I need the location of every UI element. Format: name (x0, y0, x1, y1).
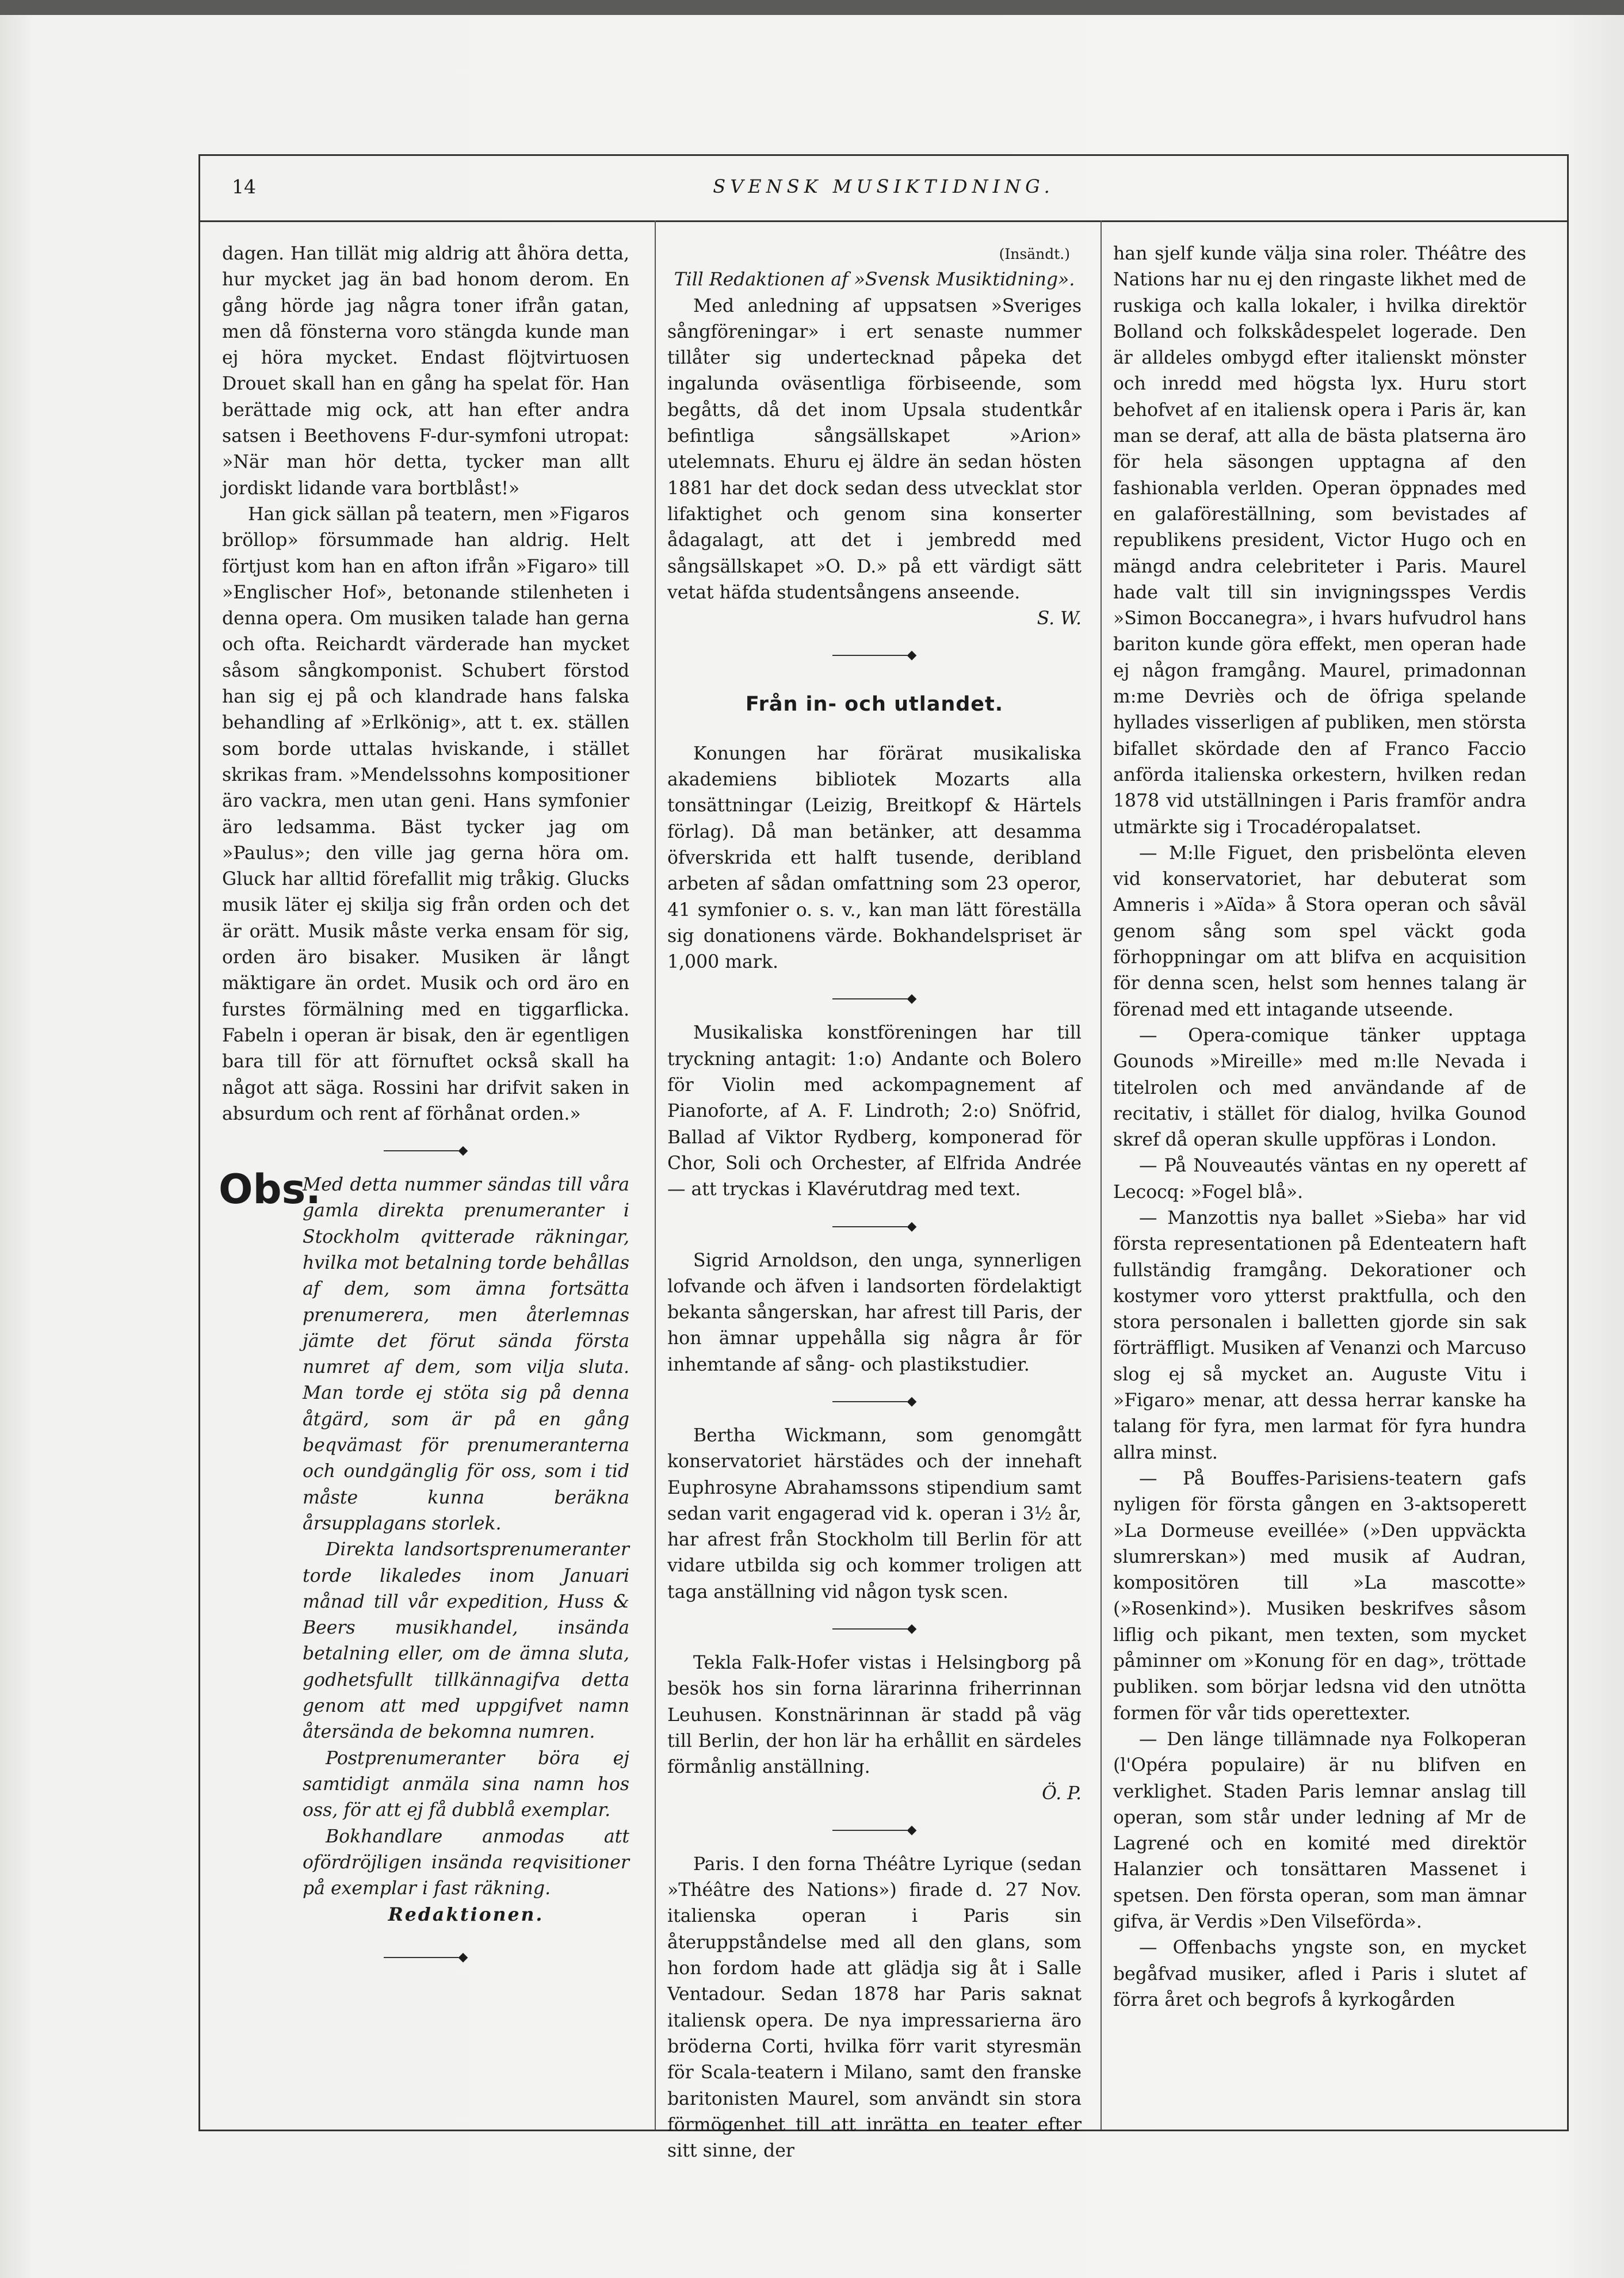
article-paragraph: Han gick sällan på teatern, men »Figaros bröllop» försummade han aldrig. Helt förtjust kom han en afton ifrån »Figaro» till »Englischer Hof», betonande stilenheten i denna opera. Om musiken talade han gerna och ofta. Reichardt värderade han mycket såsom sångkomponist. Schubert förstod han sig ej på och klandrade hans falska behandling af »Erlkönig», att t. ex. ställen som borde uttalas hviskande, i stället skrikas fram. »Mendelssohns kompositioner äro vackra, men utan geni. Hans symfonier äro ledsamma. Bäst tycker jag om »Paulus»; den ville jag gerna höra om. Gluck har alltid förefallit mig tråkig. Glucks musik läter ej skilja sig från orden och det är orätt. Musik måste verka ensam för sig, orden äro bisaker. Musiken är långt mäktigare än ordet. Musik och ord äro en furstes förmälning med en tiggarflicka. Fabeln i operan är bisak, den är egentligen bara till för att förnuftet också skall ha något att säga. Rossini har drifvit saken in absurdum och rent af förhånat orden.» (222, 503, 629, 1124)
news-item: — På Bouffes-Parisiens-teatern gafs nyligen för första gången en 3-aktsoperett »La Dormeuse eveillée» (»Den uppväckta slumrerskan») med musik af Audran, kompositören till »La mascotte» (»Rosenkind»). Musiken beskrifves såsom liflig och pikant, men texten, som mycket påminner om »Konung för en dag», tröttade publiken. som börjar ledsna vid den utnötta formen för vår tids operettexter. (1113, 1468, 1526, 1724)
separator-ornament: ◆ (222, 1951, 629, 1964)
notice-box (219, 1166, 629, 1928)
submitted-note: (Insändt.) (999, 246, 1070, 262)
running-title: SVENSK MUSIKTIDNING. (713, 175, 1054, 197)
column-right (1113, 241, 1526, 2013)
news-item: Bertha Wickmann, som genomgått konservatoriet härstädes och der innehaft Euphrosyne Abrahamssons stipendium samt sedan varit engagerad vid k. operan i 3½ år, har afrest från Stockholm till Berlin för att vidare utbilda sig och kommer troligen att taga anställning vid någon tysk scen. (667, 1425, 1082, 1602)
separator-ornament: ◆ (667, 649, 1082, 662)
news-item: — På Nouveautés väntas en ny operett af Lecocq: »Fogel blå». (1113, 1155, 1526, 1203)
news-item: — M:lle Figuet, den prisbelönta eleven vid konservatoriet, har debuterat som Amneris i »Aïda» å Stora operan och såväl genom sång som spel väckt goda förhoppningar om att blifva en acquisition för denna scen, helst som hennes talang är förenad med ett intagande utseende. (1113, 842, 1526, 1020)
news-item: — Den länge tillämnade nya Folkoperan (l'Opéra populaire) är nu blifven en verklighet. Staden Paris lemnar anslag till operan, som står under ledning af Mr de Lagrené och en komité med direktör Halanzier och tonsättaren Massenet i spetsen. Den första operan, som man ämnar gifva, är Verdis »Den Vilseförda». (1113, 1728, 1526, 1932)
notice-signature: Redaktionen. (388, 1904, 544, 1926)
separator-ornament: ◆ (222, 1144, 629, 1157)
news-item: Konungen har förärat musikaliska akademiens bibliotek Mozarts alla tonsättningar (Leizig, Breitkopf & Härtels förlag). Då man betänker, att desamma öfverskrida ett halft tusende, deribland arbeten af sådan omfattning som 23 operor, 41 symfonier o. s. v., kan man lätt föreställa sig donationens värde. Bokhandelspriset är 1,000 mark. (667, 743, 1082, 973)
news-item: Tekla Falk-Hofer vistas i Helsingborg på besök hos sin forna lärarinna friherrinnan Leuhusen. Konstnärinnan är stadd på väg till Berlin, der hon lär ha erhållit en särdeles förmånlig anställning. (667, 1653, 1082, 1778)
section-heading: Från in- och utlandet. (745, 693, 1004, 716)
news-item: Musikaliska konstföreningen har till tryckning antagit: 1:o) Andante och Bolero för Violin med ackompagnement af Pianoforte, af A. F. Lindroth; 2:o) Snöfrid, Ballad af Viktor Rydberg, komponerad för Chor, Soli och Orchester, af Elfrida Andrée — att tryckas i Klavérutdrag med text. (667, 1022, 1082, 1200)
separator-ornament: ◆ (667, 993, 1082, 1005)
notice-paragraph: Bokhandlare anmodas att ofördröjligen insända reqvisitioner på exemplar i fast räkning. (303, 1826, 629, 1899)
notice-label: Obs. (219, 1166, 321, 1214)
column-middle (667, 241, 1082, 2164)
separator-ornament: ◆ (667, 1220, 1082, 1233)
news-item: — Offenbachs yngste son, en mycket begåfvad musiker, afled i Paris i slutet af förra året och begrofs å kyrkogården (1113, 1937, 1526, 2010)
column-divider (1101, 220, 1102, 2130)
notice-text (303, 1172, 629, 1928)
separator-ornament: ◆ (667, 1395, 1082, 1408)
news-item: — Manzottis nya ballet »Sieba» har vid första representationen på Edenteatern haft fullständig framgång. Dekorationer och kostymer voro ytterst praktfulla, och den stora personalen i balletten gjorde sin sak förträffligt. Musiken af Venanzi och Marcuso slog ej så mycket an. Auguste Vitu i »Figaro» menar, att dessa herrar kanske ha talang för fyra, men larmat för fyra hundra allra minst. (1113, 1207, 1526, 1463)
notice-paragraph: Direkta landsortsprenumeranter torde likaledes inom Januari månad till vår expedition, Huss & Beers musikhandel, insända betalning eller, om de ämna sluta, godhetsfullt tillkännagifva detta genom att med uppgifvet namn återsända de bekomna numren. (303, 1539, 629, 1743)
letter-body: Med anledning af uppsatsen »Sveriges sångföreningar» i ert senaste nummer tillåter sig undertecknad påpeka det ingalunda oväsentliga förbiseende, som begåtts, då det inom Upsala studentkår befintliga sångsällskapet »Arion» utelemnats. Ehuru ej äldre än sedan hösten 1881 har det dock sedan dess utvecklat stor lifaktighet och genom sina konserter ådagalagt, att det i jembredd med sångsällskapet »O. D.» på ett värdigt sätt vetat häfda studentsångens anseende. (667, 295, 1082, 603)
page-frame (198, 154, 1569, 2162)
page-header (200, 156, 1567, 222)
news-item: — Opera-comique tänker upptaga Gounods »Mireille» med m:lle Nevada i titelrolen och med användande af de recitativ, i stället för dialog, hvilka Gounod skref då operan skulle uppföras i London. (1113, 1025, 1526, 1151)
separator-ornament: ◆ (667, 1824, 1082, 1837)
news-item: Sigrid Arnoldson, den unga, synnerligen lofvande och äfven i landsorten fördelaktigt bekanta sångerskan, har afrest till Paris, der hon ämnar uppehålla sig några år för inhemtande af sång- och plastikstudier. (667, 1250, 1082, 1375)
news-item: Paris. I den forna Théâtre Lyrique (sedan »Théâtre des Nations») firade d. 27 Nov. italienska operan i Paris sin återuppståndelse med all den glans, som hon fordom hade att glädja sig åt i Salle Ventadour. Sedan 1878 har Paris saknat italiensk opera. De nya impressarierna äro bröderna Corti, hvilka förr varit styresmän för Scala-teatern i Milano, samt den franske baritonisten Maurel, som användt sin stora förmögenhet till att inrätta en teater efter sitt sinne, der (667, 1853, 1082, 2162)
letter-address: Till Redaktionen af »Svensk Musiktidning». (674, 269, 1075, 291)
letter-signature: S. W. (1037, 608, 1082, 629)
article-paragraph: dagen. Han tillät mig aldrig att åhöra detta, hur mycket jag än bad honom derom. En gång hörde jag några toner ifrån gatan, men då fönsterna voro stängda kunde man ej höra mycket. Endast flöjtvirtuosen Drouet skall han en gång ha spelat för. Han berättade mig ock, att han efter andra satsen i Beethovens F-dur-symfoni utropat: »När man hör detta, tycker man allt jordiskt lidande vara bortblåst!» (222, 243, 629, 499)
news-item: han sjelf kunde välja sina roler. Théâtre des Nations har nu ej den ringaste likhet med de ruskiga och kalla lokaler, i hvilka direktör Bolland och folkskådespelet logerade. Den är alldeles ombygd efter italienskt mönster och inredd med högsta lyx. Huru stort behofvet af en italiensk opera i Paris är, kan man se deraf, att alla de bästa platserna äro för hela säsongen upptagna af den fashionabla verlden. Operan öppnades med en galaföreställning, som bevistades af republikens president, Victor Hugo och en mängd andra celebriteter i Paris. Maurel hade valt till sin invigningsspes Verdis »Simon Boccanegra», i hvars hufvudrol hans bariton kunde göra effekt, men operan hade ej någon framgång. Maurel, primadonnan m:me Devriès och de öfriga spelande hyllades visserligen af publiken, men största bifallet skördade den af Franco Faccio anförda italienska orkestern, hvilken redan 1878 vid utställningen i Paris framför andra utmärkte sig i Trocadéropalatset. (1113, 243, 1526, 838)
page-number: 14 (232, 175, 256, 198)
column-left (219, 241, 629, 1979)
column-divider (655, 220, 656, 2130)
notice-paragraph: Med detta nummer sändas till våra gamla direkta prenumeranter i Stockholm qvitterade räkningar, hvilka mot betalning torde behållas af dem, som ämna fortsätta prenumerera, men återlemnas jämte det förut sända första numret af dem, som vilja sluta. Man torde ej stöta sig på denna åtgärd, som är på en gång beqvämast för prenumeranterna och oundgänglig för oss, som i tid måste kunna beräkna årsupplagans storlek. (303, 1174, 629, 1534)
scan-edge (0, 0, 1624, 15)
separator-ornament: ◆ (667, 1623, 1082, 1635)
news-item-signature: Ö. P. (1042, 1783, 1082, 1804)
notice-paragraph: Postprenumeranter böra ej samtidigt anmäla sina namn hos oss, för att ej få dubblå exemplar. (303, 1747, 629, 1821)
